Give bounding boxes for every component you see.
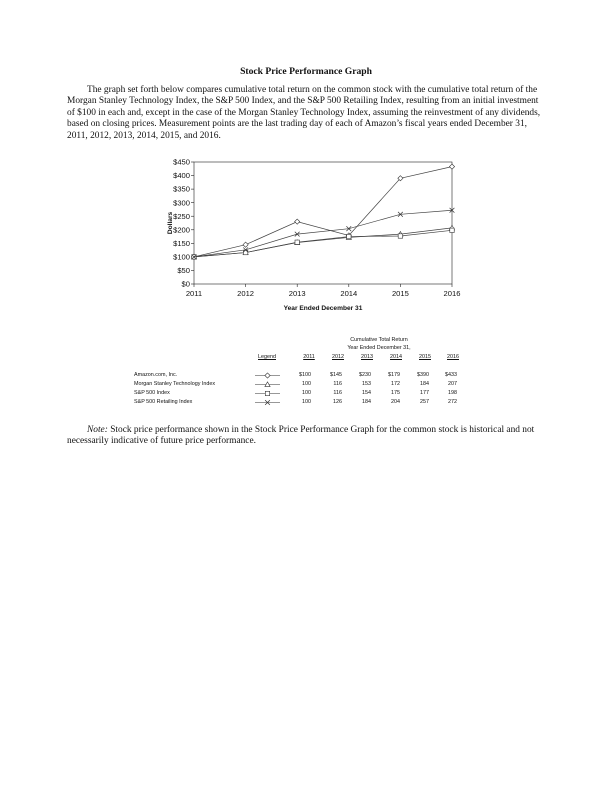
x-tick-label: 2012 [237, 289, 255, 298]
row-value: 154 [362, 390, 371, 396]
y-axis-label: Dollars [167, 211, 174, 235]
row-value: $100 [299, 372, 311, 378]
row-value: 116 [333, 390, 342, 396]
row-value: 184 [362, 399, 371, 405]
y-tick-label: $50 [177, 266, 190, 276]
y-tick-label: $450 [173, 157, 190, 167]
y-tick-label: $300 [173, 198, 190, 208]
plot-frame [194, 162, 452, 284]
table-subheading: Year Ended December 31, [347, 345, 411, 351]
x-tick-label: 2016 [443, 289, 461, 298]
row-value: 272 [448, 399, 457, 405]
intro-text: The graph set forth below compares cumulative total return on the common stock with the cumulative total return of the Morgan Stanley Technology Index, the S&P 500 Index, and the S&P 500 Retailing Index, resulting from an initial investment of $100 in each and, except in the case of the Morgan Stanley Technology Index, assuming the reinvestment of any dividends, based on closing prices. Measurement points are the last trading day of each of Amazon’s fiscal years ended December 31, 2011, 2012, 2013, 2014, 2015, and 2016. [67, 85, 541, 141]
row-value: 257 [420, 399, 429, 405]
row-name: Amazon.com, Inc. [134, 372, 178, 378]
row-name: Morgan Stanley Technology Index [134, 381, 216, 387]
row-value: 198 [448, 390, 457, 396]
year-header: 2013 [361, 354, 373, 360]
y-tick-label: $100 [173, 252, 190, 262]
year-header: 2016 [447, 354, 459, 360]
x-tick-label: 2011 [185, 289, 203, 298]
row-value: 116 [333, 381, 342, 387]
x-tick-label: 2013 [288, 289, 306, 298]
row-value: 100 [302, 390, 311, 396]
series-line-0 [194, 167, 452, 257]
row-name: S&P 500 Index [134, 390, 170, 396]
row-value: $145 [330, 372, 342, 378]
data-point-diamond [295, 219, 300, 224]
row-value: 204 [391, 399, 400, 405]
y-tick-label: $250 [173, 211, 190, 221]
data-point-diamond [449, 164, 454, 169]
note-label: Note: [87, 425, 108, 435]
data-point-square [398, 234, 402, 238]
series-line-3 [194, 210, 452, 257]
row-value: 175 [391, 390, 400, 396]
row-value: 100 [302, 399, 311, 405]
row-value: 184 [420, 381, 429, 387]
y-tick-label: $200 [173, 225, 190, 235]
data-point-diamond [243, 242, 248, 247]
year-header: 2014 [390, 354, 402, 360]
row-value: $433 [445, 372, 457, 378]
row-value: 100 [302, 381, 311, 387]
table-heading: Cumulative Total Return [350, 337, 408, 343]
data-point-square [450, 228, 454, 232]
row-value: 153 [362, 381, 371, 387]
data-point-square [347, 234, 351, 238]
legend-header: Legend [258, 354, 276, 360]
year-header: 2012 [332, 354, 344, 360]
y-tick-label: $400 [173, 171, 190, 181]
series-line-1 [194, 228, 452, 257]
x-tick-label: 2015 [391, 289, 409, 298]
y-tick-label: $0 [181, 279, 190, 289]
note-paragraph [67, 425, 543, 448]
series-line-2 [194, 230, 452, 257]
year-header: 2011 [303, 354, 315, 360]
row-value: 126 [333, 399, 342, 405]
row-name: S&P 500 Retailing Index [134, 399, 193, 405]
row-value: $179 [388, 372, 400, 378]
y-tick-label: $350 [173, 184, 190, 194]
row-value: $390 [417, 372, 429, 378]
row-value: $230 [359, 372, 371, 378]
row-value: 177 [420, 390, 429, 396]
data-point-square [295, 240, 299, 244]
x-axis-label: Year Ended December 31 [283, 305, 363, 312]
page-title: Stock Price Performance Graph [240, 66, 372, 77]
row-value: 207 [448, 381, 457, 387]
year-header: 2015 [419, 354, 431, 360]
y-tick-label: $150 [173, 238, 190, 248]
row-value: 172 [391, 381, 400, 387]
x-tick-label: 2014 [340, 289, 358, 298]
note-text: Stock price performance shown in the Stock Price Performance Graph for the common stock is historical and not necessarily indicative of future price performance. [67, 425, 535, 447]
